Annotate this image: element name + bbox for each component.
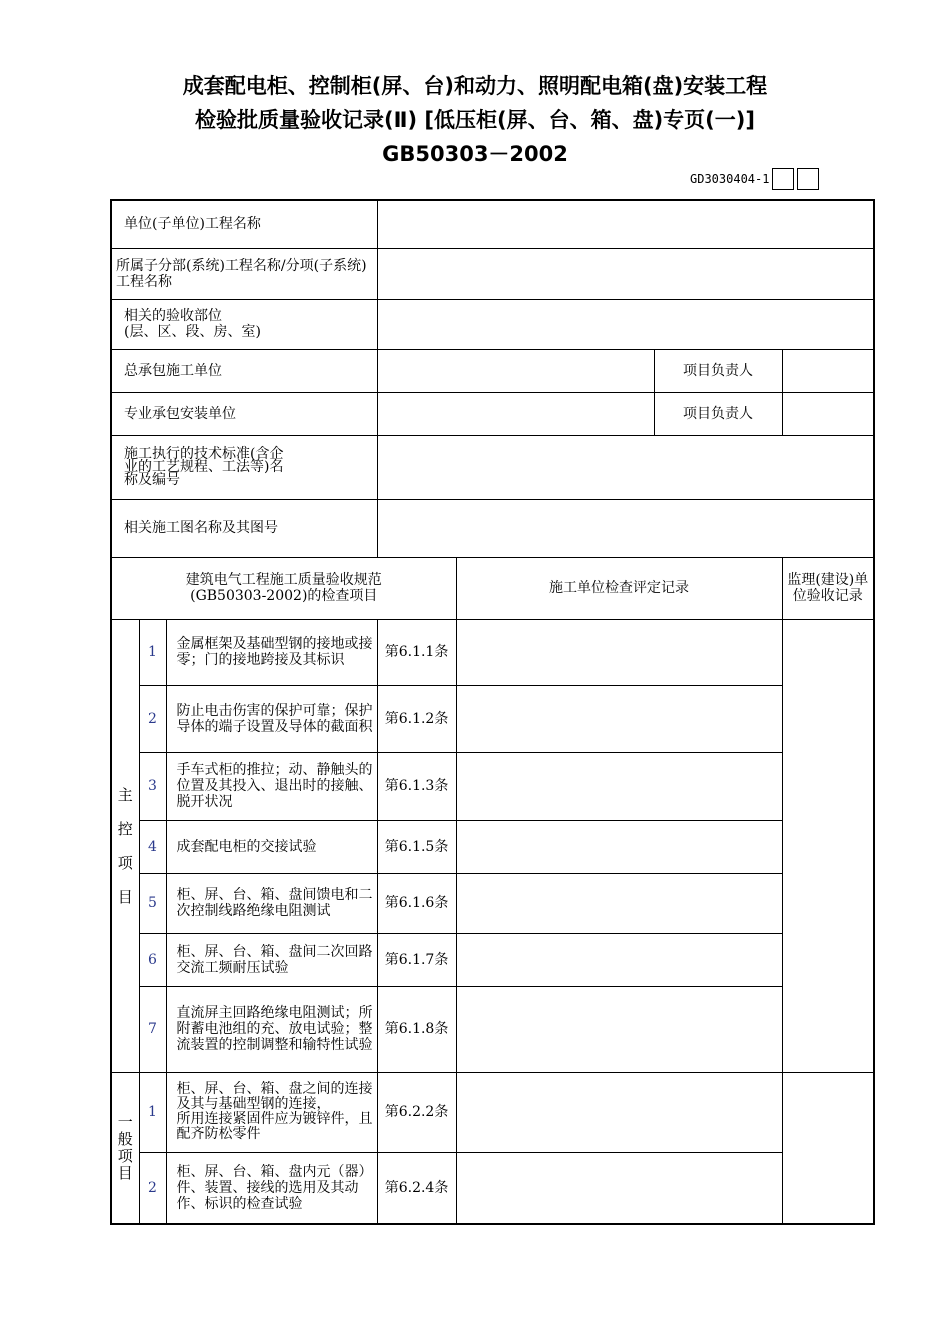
accept-part-line-2: (层、区、段、房、室) xyxy=(124,324,261,340)
item-clause: 第6.1.2条 xyxy=(377,685,456,752)
supervision-column-header: 监理(建设)单位验收记录 xyxy=(782,557,874,619)
unit-project-label: 单位(子单位)工程名称 xyxy=(111,200,377,248)
check-record-cell[interactable] xyxy=(456,1072,782,1152)
item-number: 1 xyxy=(139,619,166,685)
item-number: 5 xyxy=(139,873,166,933)
drawing-label: 相关施工图名称及其图号 xyxy=(111,499,377,557)
project-leader-value-2[interactable] xyxy=(782,392,874,435)
tech-standard-line-3: 称及编号 xyxy=(124,471,180,488)
supervision-cell-main[interactable] xyxy=(782,619,874,1072)
main-control-char: 项 xyxy=(117,853,133,872)
spec-header-line-2: (GB50303-2002)的检查项目 xyxy=(190,588,378,604)
item-clause: 第6.1.7条 xyxy=(377,933,456,986)
general-char: 般 xyxy=(117,1129,133,1148)
item-text: 手车式柜的推拉；动、静触头的位置及其投入、退出时的接触、脱开状况 xyxy=(166,752,377,820)
check-record-cell[interactable] xyxy=(456,933,782,986)
item-clause: 第6.1.1条 xyxy=(377,619,456,685)
check-record-cell[interactable] xyxy=(456,873,782,933)
check-record-cell[interactable] xyxy=(456,1152,782,1224)
form-code-box-2[interactable] xyxy=(797,168,819,190)
check-record-cell[interactable] xyxy=(456,752,782,820)
form-code-box-1[interactable] xyxy=(772,168,794,190)
sub-project-value[interactable] xyxy=(377,248,874,299)
item-text: 柜、屏、台、箱、盘间二次回路交流工频耐压试验 xyxy=(166,933,377,986)
form-code: GD3030404-1 xyxy=(690,172,770,186)
accept-part-label xyxy=(111,299,377,349)
general-contractor-value[interactable] xyxy=(377,349,654,392)
special-contractor-label: 专业承包安装单位 xyxy=(111,392,377,435)
title-line-1: 成套配电柜、控制柜(屏、台)和动力、照明配电箱(盘)安装工程 xyxy=(182,74,768,98)
general-char: 目 xyxy=(117,1163,133,1182)
inspection-record-table xyxy=(110,199,875,1225)
item-text: 直流屏主回路绝缘电阻测试；所附蓄电池组的充、放电试验；整流装置的控制调整和输特性试验 xyxy=(166,986,377,1072)
item-clause: 第6.2.2条 xyxy=(377,1072,456,1152)
item-text xyxy=(166,1072,377,1152)
title-line-3: GB50303－2002 xyxy=(382,142,568,166)
title-line-2: 检验批质量验收记录(Ⅱ) [低压柜(屏、台、箱、盘)专页(一)] xyxy=(195,108,755,132)
item-text: 防止电击伤害的保护可靠；保护导体的端子设置及导体的截面积 xyxy=(166,685,377,752)
item-text: 柜、屏、台、箱、盘内元（器）件、装置、接线的选用及其动作、标识的检查试验 xyxy=(166,1152,377,1224)
tech-standard-label xyxy=(111,435,377,499)
general-char: 项 xyxy=(117,1146,133,1165)
main-control-char: 目 xyxy=(117,887,133,906)
accept-part-value[interactable] xyxy=(377,299,874,349)
item-clause: 第6.1.8条 xyxy=(377,986,456,1072)
general-contractor-label: 总承包施工单位 xyxy=(111,349,377,392)
project-leader-value-1[interactable] xyxy=(782,349,874,392)
spec-column-header xyxy=(111,557,456,619)
item-text: 成套配电柜的交接试验 xyxy=(166,820,377,873)
item-number: 1 xyxy=(139,1072,166,1152)
supervision-cell-general[interactable] xyxy=(782,1072,874,1224)
main-control-label xyxy=(111,619,139,1072)
tech-standard-line-1: 施工执行的技术标准(含企 xyxy=(124,445,284,462)
item-number: 2 xyxy=(139,1152,166,1224)
accept-part-line-1: 相关的验收部位 xyxy=(124,308,222,324)
item-number: 4 xyxy=(139,820,166,873)
main-control-char: 主 xyxy=(117,785,133,804)
check-record-cell[interactable] xyxy=(456,986,782,1072)
project-leader-label-1: 项目负责人 xyxy=(654,349,782,392)
check-record-column-header: 施工单位检查评定记录 xyxy=(456,557,782,619)
check-record-cell[interactable] xyxy=(456,685,782,752)
item-number: 2 xyxy=(139,685,166,752)
item-text: 金属框架及基础型钢的接地或接零；门的接地跨接及其标识 xyxy=(166,619,377,685)
check-record-cell[interactable] xyxy=(456,820,782,873)
special-contractor-value[interactable] xyxy=(377,392,654,435)
drawing-value[interactable] xyxy=(377,499,874,557)
sub-project-label: 所属子分部(系统)工程名称/分项(子系统)工程名称 xyxy=(111,248,377,299)
check-record-cell[interactable] xyxy=(456,619,782,685)
item-clause: 第6.1.6条 xyxy=(377,873,456,933)
item-text-part-2: 所用连接紧固件应为镀锌件，且配齐防松零件 xyxy=(176,1111,373,1142)
project-leader-label-2: 项目负责人 xyxy=(654,392,782,435)
form-code-area xyxy=(690,167,840,191)
item-clause: 第6.1.5条 xyxy=(377,820,456,873)
item-text: 柜、屏、台、箱、盘间馈电和二次控制线路绝缘电阻测试 xyxy=(166,873,377,933)
item-clause: 第6.2.4条 xyxy=(377,1152,456,1224)
item-number: 6 xyxy=(139,933,166,986)
item-number: 3 xyxy=(139,752,166,820)
item-number: 7 xyxy=(139,986,166,1072)
unit-project-value[interactable] xyxy=(377,200,874,248)
tech-standard-line-2: 业的工艺规程、工法等)名 xyxy=(124,458,284,475)
tech-standard-value[interactable] xyxy=(377,435,874,499)
main-control-char: 控 xyxy=(117,819,133,838)
item-clause: 第6.1.3条 xyxy=(377,752,456,820)
general-label xyxy=(111,1072,139,1224)
general-char: 一 xyxy=(117,1112,133,1131)
spec-header-line-1: 建筑电气工程施工质量验收规范 xyxy=(185,572,382,588)
item-text-part-1: 柜、屏、台、箱、盘之间的连接及其与基础型钢的连接， xyxy=(176,1081,373,1112)
